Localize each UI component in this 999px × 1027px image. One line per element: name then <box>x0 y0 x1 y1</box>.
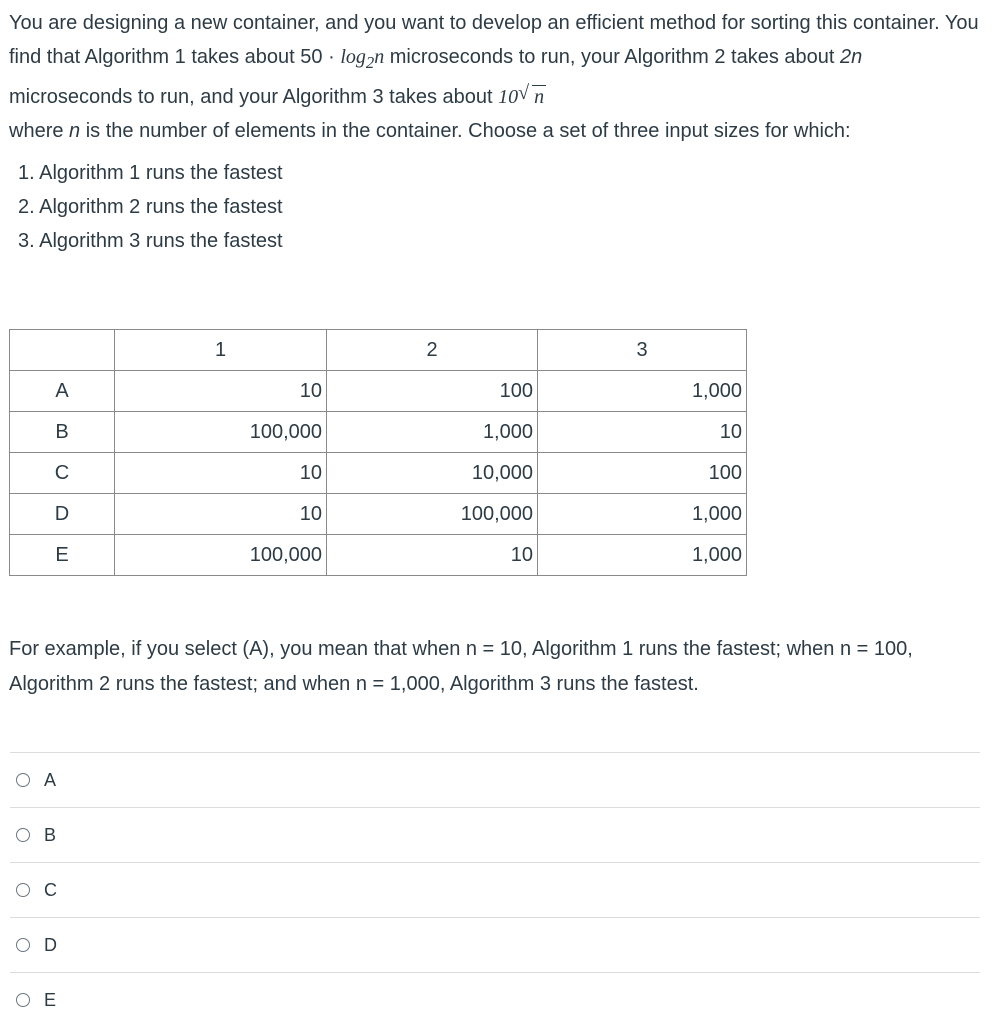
table-header-cell: 2 <box>327 330 538 371</box>
table-cell: 100,000 <box>115 535 327 576</box>
sqrt-symbol: √ n <box>518 82 545 108</box>
alg2-formula: 2n <box>839 46 863 68</box>
table-cell: 100,000 <box>327 494 538 535</box>
answer-label[interactable]: A <box>44 769 57 790</box>
table-cell: 1,000 <box>327 412 538 453</box>
table-cell: 10 <box>115 494 327 535</box>
row-label: E <box>10 535 115 576</box>
answer-label[interactable]: E <box>44 989 57 1010</box>
table-cell: 10 <box>115 453 327 494</box>
radio-button[interactable] <box>16 828 30 842</box>
table-row <box>10 371 747 412</box>
radio-button[interactable] <box>16 883 30 897</box>
table-cell: 1,000 <box>538 494 747 535</box>
alg3-formula: 10 √ n <box>498 86 546 108</box>
question-paragraph <box>9 6 989 114</box>
table-header-cell: 1 <box>115 330 327 371</box>
table-cell: 1,000 <box>538 535 747 576</box>
question-text-part: microseconds to run, your Algorithm 2 takes about <box>384 46 840 68</box>
table-cell: 10 <box>115 371 327 412</box>
question-text-part: You are designing a new container, and you want to develop an efficient method for sorting this container. You find that Algorithm 1 takes about 50 · <box>9 12 979 68</box>
radio-button[interactable] <box>16 773 30 787</box>
radio-button[interactable] <box>16 993 30 1007</box>
row-label: C <box>10 453 115 494</box>
table-row <box>10 494 747 535</box>
answer-option-e[interactable] <box>10 972 980 1027</box>
options-table <box>9 329 747 576</box>
condition-item: 2. Algorithm 2 runs the fastest <box>18 196 283 218</box>
answer-label[interactable]: B <box>44 824 57 845</box>
table-cell: 100,000 <box>115 412 327 453</box>
question-text-part: microseconds to run, and your Algorithm 3 takes about <box>9 86 499 108</box>
answer-option-b[interactable] <box>10 807 980 862</box>
table-cell: 100 <box>327 371 538 412</box>
question-paragraph-2: where n is the number of elements in the container. Choose a set of three input sizes for which: <box>9 120 851 142</box>
row-label: D <box>10 494 115 535</box>
alg1-formula: $\log_2n$ <box>340 46 385 72</box>
table-row <box>10 535 747 576</box>
question-text <box>9 6 989 148</box>
table-cell: 100 <box>538 453 747 494</box>
table-header-cell: 3 <box>538 330 747 371</box>
table-row <box>10 453 747 494</box>
variable-n: n <box>69 120 81 142</box>
row-label: B <box>10 412 115 453</box>
condition-item: 3. Algorithm 3 runs the fastest <box>18 230 283 252</box>
answer-choices <box>10 752 980 1027</box>
answer-option-c[interactable] <box>10 862 980 917</box>
row-label: A <box>10 371 115 412</box>
table-header-cell <box>10 330 115 371</box>
condition-item: 1. Algorithm 1 runs the fastest <box>18 162 283 184</box>
table-cell: 10 <box>327 535 538 576</box>
table-row <box>10 412 747 453</box>
answer-option-d[interactable] <box>10 917 980 972</box>
answer-label[interactable]: C <box>44 879 57 900</box>
table-cell: 10,000 <box>327 453 538 494</box>
answer-label[interactable]: D <box>44 934 57 955</box>
table-cell: 1,000 <box>538 371 747 412</box>
example-text: For example, if you select (A), you mean that when n = 10, Algorithm 1 runs the fastest; when n = 100, Algorithm 2 runs the fastest; and when n = 1,000, Algorithm 3 runs the fastest. <box>9 638 913 695</box>
table-header-row <box>10 330 747 371</box>
radio-button[interactable] <box>16 938 30 952</box>
conditions-list <box>18 156 283 258</box>
answer-option-a[interactable] <box>10 752 980 807</box>
table-cell: 10 <box>538 412 747 453</box>
